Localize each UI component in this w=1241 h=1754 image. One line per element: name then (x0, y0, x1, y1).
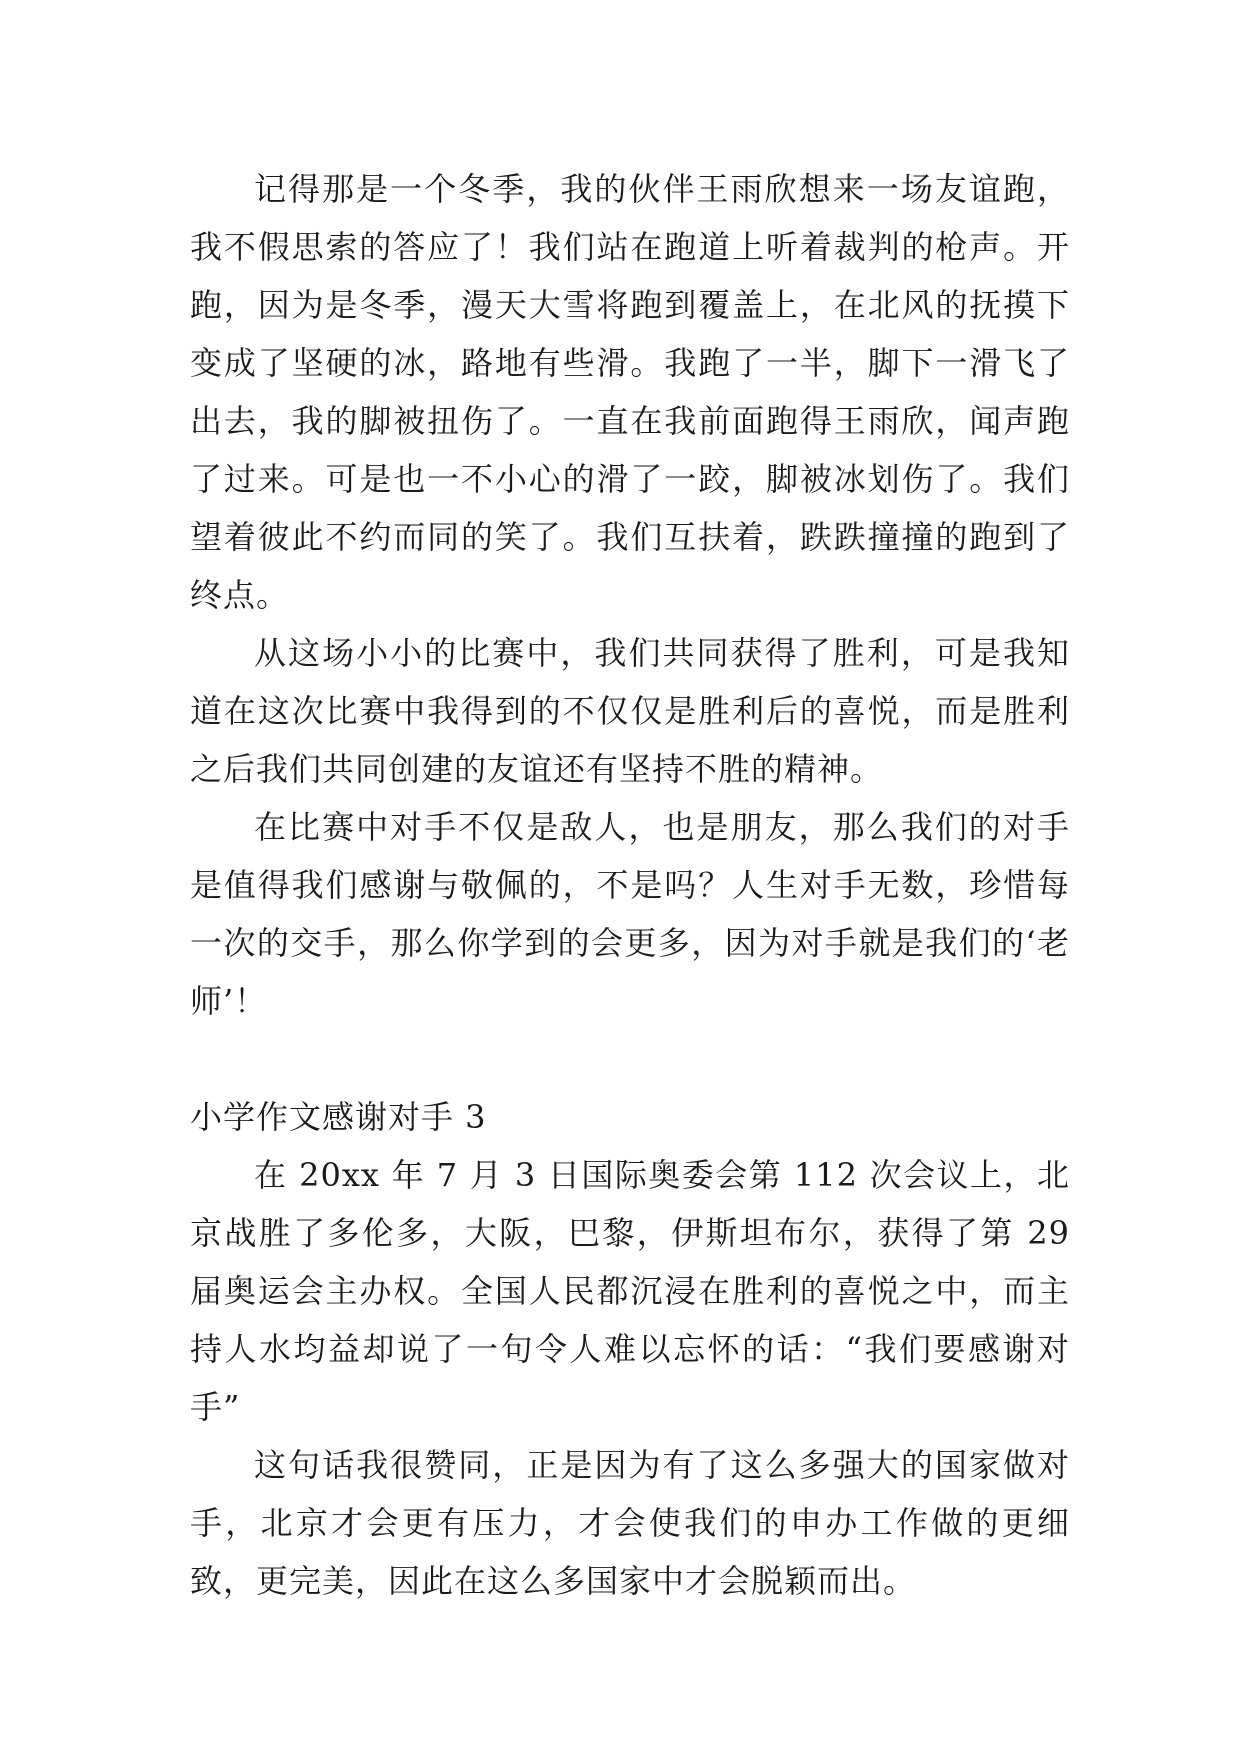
document-body (190, 160, 1070, 1610)
paragraph-agreement: 这句话我很赞同，正是因为有了这么多强大的国家做对手，北京才会更有压力，才会使我们的申办工作做的更细致，更完美，因此在这么多国家中才会脱颖而出。 (190, 1446, 1070, 1600)
paragraph-olympic-bid: 在 20xx 年 7 月 3 日国际奥委会第 112 次会议上，北京战胜了多伦多，大阪，巴黎，伊斯坦布尔，获得了第 29 届奥运会主办权。全国人民都沉浸在胜利的喜悦之中，而主持人水均益却说了一句令人难以忘怀的话：“我们要感谢对手” (190, 1156, 1070, 1426)
paragraph-victory-reflection: 从这场小小的比赛中，我们共同获得了胜利，可是我知道在这次比赛中我得到的不仅仅是胜利后的喜悦，而是胜利之后我们共同创建的友谊还有坚持不胜的精神。 (190, 634, 1070, 788)
section-title: 小学作文感谢对手 3 (190, 1098, 487, 1136)
paragraph-friendship-race: 记得那是一个冬季，我的伙伴王雨欣想来一场友谊跑，我不假思索的答应了！我们站在跑道上听着裁判的枪声。开跑，因为是冬季，漫天大雪将跑到覆盖上，在北风的抚摸下变成了坚硬的冰，路地有些滑。我跑了一半，脚下一滑飞了出去，我的脚被扭伤了。一直在我前面跑得王雨欣，闻声跑了过来。可是也一不小心的滑了一跤，脚被冰划伤了。我们望着彼此不约而同的笑了。我们互扶着，跌跌撞撞的跑到了终点。 (190, 170, 1070, 614)
paragraph-opponent-teacher: 在比赛中对手不仅是敌人，也是朋友，那么我们的对手是值得我们感谢与敬佩的，不是吗？人生对手无数，珍惜每一次的交手，那么你学到的会更多，因为对手就是我们的‘老师’！ (190, 808, 1070, 1020)
